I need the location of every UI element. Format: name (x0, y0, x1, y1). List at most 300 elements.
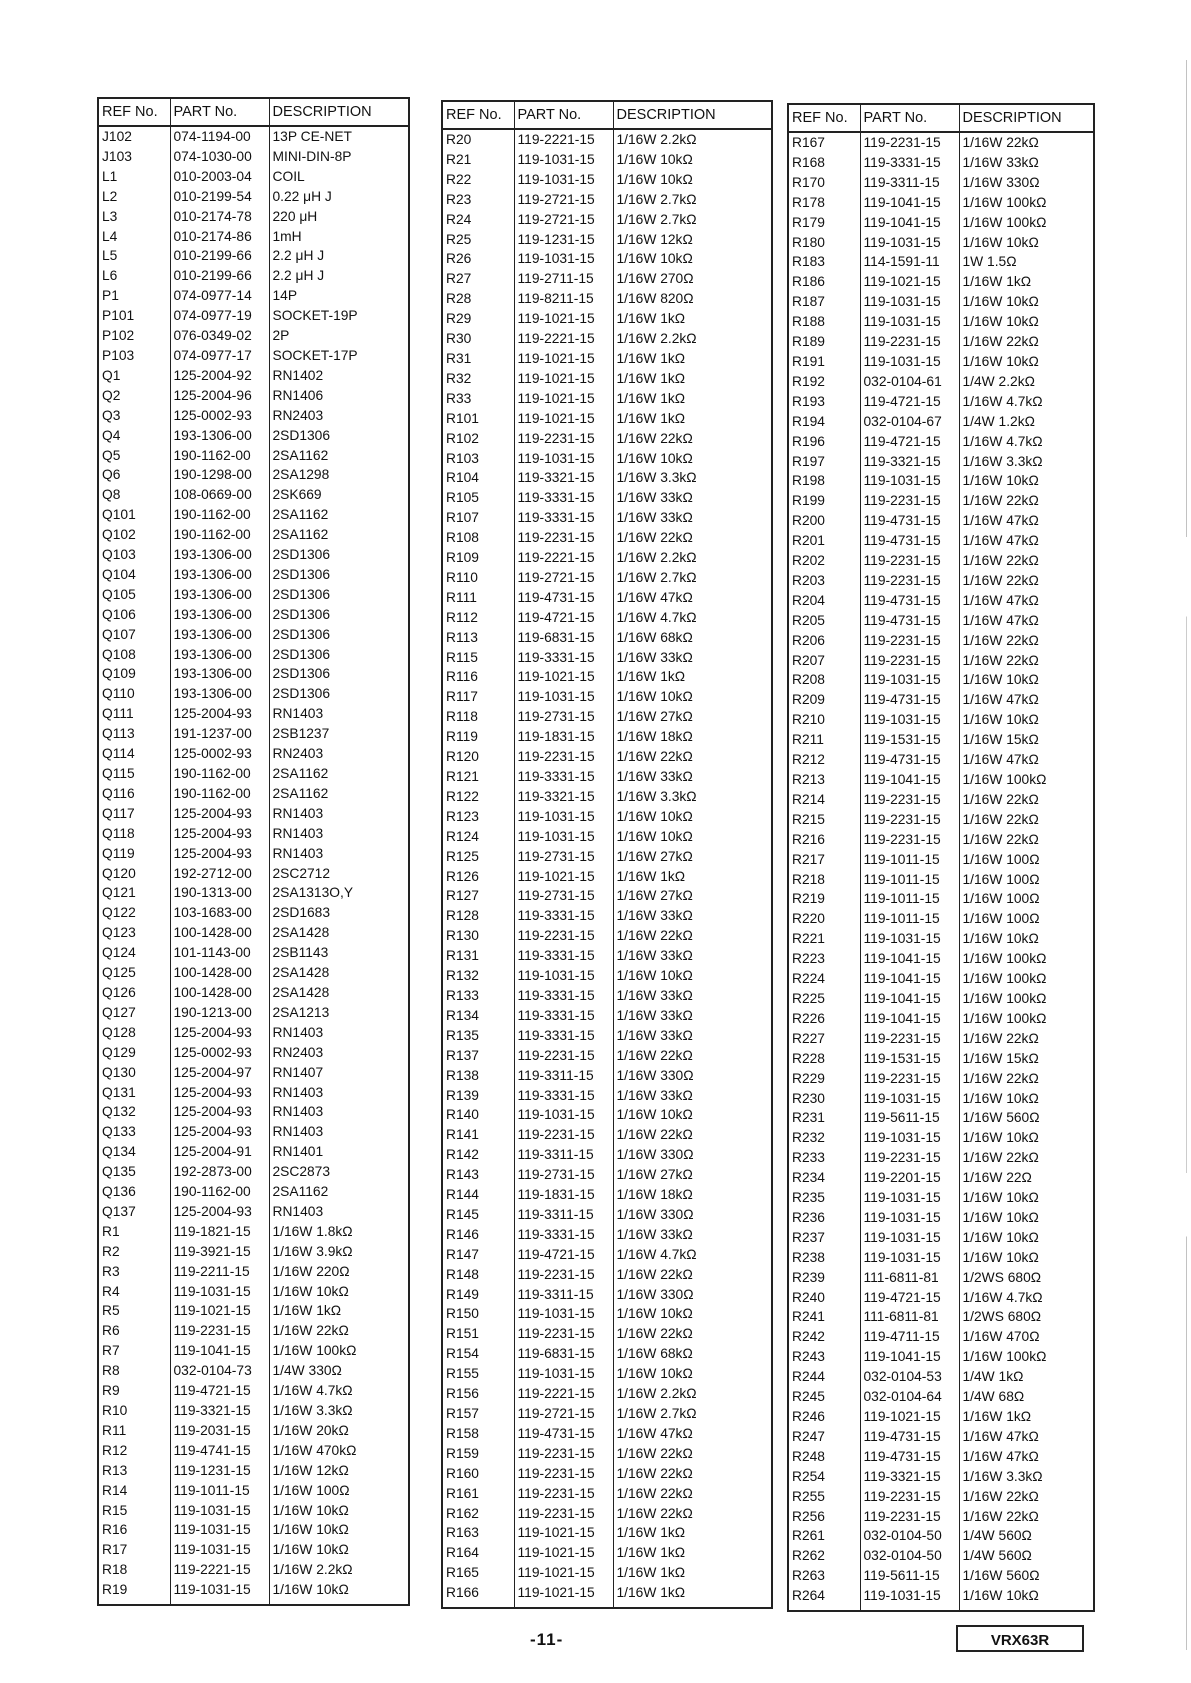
table-row (442, 1384, 772, 1404)
description-cell: 1/16W 27kΩ (616, 888, 693, 904)
ref-no-cell: Q134 (98, 1142, 170, 1162)
part-no-cell: 119-2231-15 (170, 1321, 269, 1341)
table-row (98, 625, 409, 645)
part-no-cell: 119-1531-15 (860, 1049, 959, 1069)
part-no-cell: 119-4731-15 (860, 591, 959, 611)
description-cell: 1/16W 2.7kΩ (616, 1406, 697, 1421)
ref-no-cell: R102 (442, 429, 514, 449)
description-cell: 1/16W 1kΩ (616, 1545, 686, 1561)
table-row (98, 1222, 409, 1242)
part-no-cell: 119-3921-15 (170, 1242, 269, 1262)
part-no-cell: 119-1021-15 (860, 1407, 959, 1427)
description-cell: 1/16W 4.7kΩ (962, 393, 1043, 409)
table-row (788, 1487, 1094, 1507)
part-no-cell: 119-3321-15 (860, 1467, 959, 1487)
ref-no-cell: R246 (788, 1407, 860, 1427)
description-cell: 1/16W 3.3kΩ (272, 1403, 353, 1418)
part-no-cell: 125-0002-93 (170, 1043, 269, 1063)
description-cell: COIL (272, 168, 305, 184)
table-row (788, 690, 1094, 710)
description-cell: 1/16W 2.2kΩ (616, 132, 697, 147)
table-row (442, 1205, 772, 1225)
table-row (98, 1501, 409, 1521)
ref-no-cell: R108 (442, 528, 514, 548)
table-row (788, 929, 1094, 949)
table-row (442, 1364, 772, 1384)
ref-no-cell: R118 (442, 707, 514, 727)
part-no-cell: 190-1162-00 (170, 446, 269, 466)
table-row (788, 252, 1094, 272)
part-no-cell: 119-1031-15 (514, 807, 613, 827)
part-no-cell: 119-1031-15 (860, 670, 959, 690)
ref-no-cell: R262 (788, 1546, 860, 1566)
ref-no-cell: R12 (98, 1441, 170, 1461)
part-no-cell: 119-2231-15 (860, 571, 959, 591)
description-cell: 1/16W 10kΩ (962, 1209, 1039, 1225)
description-cell: 1/16W 10kΩ (616, 968, 693, 984)
table-row (442, 369, 772, 389)
ref-no-cell: R244 (788, 1367, 860, 1387)
ref-no-cell: R220 (788, 909, 860, 929)
ref-no-cell: R1 (98, 1222, 170, 1242)
table-row (442, 1563, 772, 1583)
part-no-cell: 191-1237-00 (170, 724, 269, 744)
description-cell: 1/16W 47kΩ (962, 533, 1039, 549)
description-cell: 1/16W 22kΩ (616, 1127, 693, 1143)
table-row (98, 724, 409, 744)
table-row (442, 946, 772, 966)
ref-no-cell: L1 (98, 167, 170, 187)
description-cell: 1/16W 22kΩ (616, 1445, 693, 1461)
table-row (98, 883, 409, 903)
description-header: DESCRIPTION (613, 101, 772, 129)
part-no-cell: 119-4721-15 (860, 432, 959, 452)
part-no-cell: 193-1306-00 (170, 645, 269, 665)
part-no-cell: 119-3311-15 (514, 1205, 613, 1225)
description-cell: 1/16W 1kΩ (616, 410, 686, 426)
description-cell: 2SD1306 (272, 666, 331, 682)
ref-no-cell: Q119 (98, 844, 170, 864)
description-cell: 2.2 μH J (272, 268, 325, 284)
part-no-cell: 192-2712-00 (170, 864, 269, 884)
part-no-cell: 119-1031-15 (860, 1089, 959, 1109)
description-cell: 1/16W 22kΩ (962, 553, 1039, 569)
table-row (788, 1248, 1094, 1268)
ref-no-cell: Q8 (98, 485, 170, 505)
table-row (788, 750, 1094, 770)
ref-no-cell: Q117 (98, 804, 170, 824)
description-cell: 1/16W 22kΩ (616, 749, 693, 765)
ref-no-cell: R200 (788, 511, 860, 531)
ref-no-cell: R237 (788, 1228, 860, 1248)
table-row (98, 585, 409, 605)
description-cell: RN1403 (272, 1024, 324, 1040)
table-row (442, 787, 772, 807)
ref-no-cell: R140 (442, 1105, 514, 1125)
table-row (442, 767, 772, 787)
description-cell: 2SC2873 (272, 1164, 331, 1180)
ref-no-cell: R201 (788, 531, 860, 551)
part-no-cell: 119-2721-15 (514, 190, 613, 210)
table-row (442, 488, 772, 508)
ref-no-cell: R121 (442, 767, 514, 787)
ref-no-cell: Q113 (98, 724, 170, 744)
part-no-cell: 193-1306-00 (170, 585, 269, 605)
part-no-cell: 119-1031-15 (514, 966, 613, 986)
part-no-cell: 100-1428-00 (170, 963, 269, 983)
ref-no-cell: R162 (442, 1504, 514, 1524)
ref-no-cell: R221 (788, 929, 860, 949)
table-row (442, 528, 772, 548)
ref-no-cell: R164 (442, 1543, 514, 1563)
table-row (788, 292, 1094, 312)
parts-table-2 (441, 100, 773, 1609)
ref-no-cell: R25 (442, 230, 514, 250)
ref-no-cell: R26 (442, 249, 514, 269)
part-no-cell: 119-6831-15 (514, 1344, 613, 1364)
table-row (788, 1447, 1094, 1467)
description-cell: 2SA1162 (272, 1184, 329, 1200)
table-row (788, 631, 1094, 651)
part-no-cell: 119-2211-15 (170, 1262, 269, 1282)
part-no-cell: 119-2231-15 (860, 1029, 959, 1049)
part-no-cell: 032-0104-50 (860, 1546, 959, 1566)
description-cell: 1/16W 330Ω (616, 1147, 694, 1163)
part-no-cell: 193-1306-00 (170, 605, 269, 625)
table-row (98, 167, 409, 187)
ref-no-cell: Q102 (98, 525, 170, 545)
part-no-cell: 125-2004-92 (170, 366, 269, 386)
description-cell: 1/16W 10kΩ (962, 672, 1039, 688)
description-cell: 1/16W 47kΩ (962, 612, 1039, 628)
part-no-cell: 119-1031-15 (514, 249, 613, 269)
description-cell: RN1401 (272, 1144, 324, 1160)
ref-no-cell: R33 (442, 389, 514, 409)
description-cell: 1/16W 22kΩ (962, 493, 1039, 509)
description-cell: 1/16W 47kΩ (962, 513, 1039, 529)
part-no-cell: 119-1031-15 (514, 150, 613, 170)
table-row (442, 906, 772, 926)
part-no-cell: 119-4721-15 (860, 392, 959, 412)
table-row (788, 1586, 1094, 1611)
ref-no-cell: R208 (788, 670, 860, 690)
description-cell: 2SD1306 (272, 606, 331, 622)
description-cell: 2SA1428 (272, 965, 330, 981)
part-no-cell: 119-2731-15 (514, 847, 613, 867)
table-row (98, 1262, 409, 1282)
part-no-cell: 125-2004-93 (170, 804, 269, 824)
ref-no-cell: L2 (98, 187, 170, 207)
ref-no-cell: R241 (788, 1307, 860, 1327)
description-cell: 2SA1313O,Y (272, 885, 354, 901)
table-row (442, 1404, 772, 1424)
description-cell: 1/16W 10kΩ (616, 1306, 693, 1322)
ref-no-header: REF No. (442, 101, 514, 129)
table-row (442, 150, 772, 170)
description-cell: RN1402 (272, 367, 324, 383)
ref-no-cell: R146 (442, 1225, 514, 1245)
description-cell: 1/16W 22kΩ (616, 1266, 693, 1282)
ref-no-cell: R243 (788, 1347, 860, 1367)
part-no-cell: 119-1031-15 (860, 233, 959, 253)
ref-no-cell: Q129 (98, 1043, 170, 1063)
description-cell: 1/16W 22kΩ (962, 652, 1039, 668)
ref-no-cell: R198 (788, 471, 860, 491)
description-cell: 1/16W 22kΩ (962, 334, 1039, 350)
ref-no-cell: Q124 (98, 943, 170, 963)
part-no-cell: 119-4731-15 (860, 611, 959, 631)
ref-no-cell: R207 (788, 651, 860, 671)
ref-no-cell: Q107 (98, 625, 170, 645)
table-row (788, 1069, 1094, 1089)
description-cell: 1/16W 1kΩ (272, 1303, 342, 1319)
ref-no-cell: R256 (788, 1507, 860, 1527)
part-no-cell: 119-2201-15 (860, 1168, 959, 1188)
part-no-cell: 119-1031-15 (860, 292, 959, 312)
ref-no-cell: R30 (442, 329, 514, 349)
ref-no-cell: R229 (788, 1069, 860, 1089)
table-row (442, 1165, 772, 1185)
description-cell: 1/16W 12kΩ (616, 231, 693, 247)
table-row (788, 193, 1094, 213)
part-no-cell: 119-1031-15 (860, 929, 959, 949)
ref-no-cell: R119 (442, 727, 514, 747)
part-no-cell: 103-1683-00 (170, 903, 269, 923)
model-number: VRX63R (956, 1625, 1084, 1652)
table-row (442, 1484, 772, 1504)
description-cell: 1/16W 22kΩ (962, 1070, 1039, 1086)
ref-no-cell: R150 (442, 1304, 514, 1324)
part-no-cell: 119-2221-15 (514, 1384, 613, 1404)
table-row (442, 1523, 772, 1543)
ref-no-header: REF No. (98, 98, 170, 126)
part-no-cell: 119-2231-15 (860, 332, 959, 352)
description-cell: 2SA1298 (272, 467, 330, 483)
ref-no-cell: R233 (788, 1148, 860, 1168)
ref-no-cell: R230 (788, 1089, 860, 1109)
table-row (98, 1481, 409, 1501)
table-row (98, 446, 409, 466)
ref-no-cell: R8 (98, 1361, 170, 1381)
table-row (788, 810, 1094, 830)
description-cell: 2SD1306 (272, 427, 331, 443)
table-row (442, 1006, 772, 1026)
description-cell: 1/16W 10kΩ (962, 1588, 1039, 1604)
ref-no-cell: R247 (788, 1427, 860, 1447)
description-cell: 1/16W 10kΩ (616, 689, 693, 705)
part-no-cell: 119-1021-15 (514, 1583, 613, 1608)
ref-no-cell: R3 (98, 1262, 170, 1282)
part-no-cell: 119-1041-15 (860, 989, 959, 1009)
part-no-cell: 119-2231-15 (514, 1046, 613, 1066)
ref-no-cell: R188 (788, 312, 860, 332)
ref-no-cell: Q121 (98, 883, 170, 903)
description-cell: 2SD1306 (272, 646, 331, 662)
part-no-cell: 119-1021-15 (170, 1301, 269, 1321)
part-no-cell: 119-1031-15 (170, 1540, 269, 1560)
ref-no-cell: R135 (442, 1026, 514, 1046)
table-row (98, 645, 409, 665)
ref-no-cell: R20 (442, 129, 514, 150)
description-cell: 1/16W 10kΩ (962, 473, 1039, 489)
table-row (788, 1546, 1094, 1566)
table-row (788, 352, 1094, 372)
part-no-cell: 119-1041-15 (860, 213, 959, 233)
description-cell: 220 μH (272, 208, 318, 224)
part-no-cell: 119-2231-15 (860, 830, 959, 850)
part-no-cell: 119-1041-15 (860, 770, 959, 790)
table-row (98, 406, 409, 426)
part-no-cell: 119-2221-15 (170, 1560, 269, 1580)
part-no-cell: 119-1831-15 (514, 1185, 613, 1205)
ref-no-cell: R105 (442, 488, 514, 508)
part-no-cell: 111-6811-81 (860, 1307, 959, 1327)
table-row (788, 412, 1094, 432)
ref-no-cell: R166 (442, 1583, 514, 1608)
part-no-cell: 119-3331-15 (514, 986, 613, 1006)
ref-no-cell: Q4 (98, 426, 170, 446)
ref-no-cell: R156 (442, 1384, 514, 1404)
table-row (788, 591, 1094, 611)
part-no-cell: 032-0104-50 (860, 1526, 959, 1546)
table-row (788, 571, 1094, 591)
table-row (788, 1168, 1094, 1188)
description-cell: 2SA1162 (272, 527, 329, 543)
description-cell: 1/16W 560Ω (962, 1568, 1040, 1584)
ref-no-cell: J102 (98, 126, 170, 147)
description-cell: 1/16W 100kΩ (962, 1349, 1047, 1365)
table-row (98, 1102, 409, 1122)
ref-no-header: REF No. (788, 104, 860, 132)
ref-no-cell: R6 (98, 1321, 170, 1341)
part-no-header: PART No. (170, 98, 269, 126)
table-row (788, 850, 1094, 870)
description-cell: 2SD1306 (272, 586, 331, 602)
description-cell: 1/16W 33kΩ (616, 649, 693, 665)
ref-no-cell: R142 (442, 1145, 514, 1165)
description-cell: 1/16W 22kΩ (962, 1150, 1039, 1166)
ref-no-cell: P1 (98, 286, 170, 306)
table-row (442, 129, 772, 150)
description-cell: 1/16W 68kΩ (616, 629, 693, 645)
part-no-cell: 119-1041-15 (860, 969, 959, 989)
ref-no-cell: R263 (788, 1566, 860, 1586)
ref-no-cell: R31 (442, 349, 514, 369)
part-no-cell: 119-1031-15 (860, 1248, 959, 1268)
description-cell: 2SC2712 (272, 865, 331, 881)
ref-no-cell: R13 (98, 1461, 170, 1481)
table-row (442, 210, 772, 230)
description-cell: 1/16W 22kΩ (962, 1508, 1039, 1524)
part-no-cell: 119-1031-15 (514, 687, 613, 707)
table-row (98, 963, 409, 983)
table-row (98, 505, 409, 525)
table-row (98, 286, 409, 306)
part-no-cell: 119-1011-15 (170, 1481, 269, 1501)
part-no-cell: 119-1021-15 (514, 389, 613, 409)
table-row (98, 983, 409, 1003)
table-row (788, 1387, 1094, 1407)
ref-no-cell: R115 (442, 648, 514, 668)
description-cell: RN1403 (272, 1203, 324, 1219)
part-no-cell: 119-3321-15 (514, 468, 613, 488)
ref-no-cell: Q120 (98, 864, 170, 884)
table-row (98, 386, 409, 406)
ref-no-cell: R178 (788, 193, 860, 213)
part-no-cell: 119-1031-15 (860, 1188, 959, 1208)
table-row (442, 747, 772, 767)
description-cell: SOCKET-17P (272, 347, 358, 363)
ref-no-cell: R144 (442, 1185, 514, 1205)
description-cell: 1/16W 10kΩ (272, 1502, 349, 1518)
part-no-cell: 190-1162-00 (170, 525, 269, 545)
ref-no-cell: R2 (98, 1242, 170, 1262)
part-no-cell: 119-8211-15 (514, 289, 613, 309)
part-no-cell: 119-2231-15 (860, 132, 959, 153)
part-no-cell: 119-4731-15 (860, 1427, 959, 1447)
part-no-cell: 125-2004-93 (170, 1122, 269, 1142)
part-no-cell: 193-1306-00 (170, 684, 269, 704)
part-no-cell: 119-2721-15 (514, 210, 613, 230)
part-no-cell: 119-3311-15 (514, 1066, 613, 1086)
ref-no-cell: Q111 (98, 704, 170, 724)
description-cell: 1/16W 10kΩ (962, 1249, 1039, 1265)
description-cell: 1/16W 47kΩ (962, 752, 1039, 768)
part-no-cell: 119-3331-15 (514, 1006, 613, 1026)
part-no-cell: 074-0977-17 (170, 346, 269, 366)
part-no-cell: 119-2231-15 (860, 810, 959, 830)
ref-no-cell: R126 (442, 867, 514, 887)
table-row (98, 485, 409, 505)
description-cell: 1/16W 10kΩ (272, 1522, 349, 1538)
ref-no-cell: R179 (788, 213, 860, 233)
description-cell: 1/16W 100kΩ (962, 1010, 1047, 1026)
ref-no-cell: R217 (788, 850, 860, 870)
table-row (788, 770, 1094, 790)
table-row (98, 943, 409, 963)
description-cell: 2SA1428 (272, 925, 330, 941)
description-cell: 1/16W 100Ω (962, 851, 1040, 867)
table-row (788, 1307, 1094, 1327)
table-row (98, 784, 409, 804)
part-no-cell: 119-1021-15 (514, 349, 613, 369)
part-no-cell: 119-1231-15 (514, 230, 613, 250)
table-row (788, 790, 1094, 810)
description-cell: 1/16W 2.2kΩ (616, 550, 697, 566)
ref-no-cell: Q116 (98, 784, 170, 804)
description-cell: 1/16W 10kΩ (272, 1582, 349, 1598)
description-cell: 1/16W 4.7kΩ (962, 433, 1043, 449)
table-row (442, 727, 772, 747)
table-row (442, 1344, 772, 1364)
table-row (442, 1145, 772, 1165)
part-no-cell: 193-1306-00 (170, 565, 269, 585)
table-row (442, 1245, 772, 1265)
table-row (442, 667, 772, 687)
description-cell: 1/16W 100kΩ (962, 772, 1047, 787)
table-row (442, 349, 772, 369)
ref-no-cell: R238 (788, 1248, 860, 1268)
table-row (788, 491, 1094, 511)
description-cell: 1/16W 10kΩ (616, 808, 693, 824)
part-no-cell: 119-4741-15 (170, 1441, 269, 1461)
ref-no-cell: Q118 (98, 824, 170, 844)
ref-no-cell: R16 (98, 1520, 170, 1540)
description-cell: RN2403 (272, 1044, 324, 1060)
description-cell: 1/16W 100kΩ (962, 990, 1047, 1006)
ref-no-cell: R155 (442, 1364, 514, 1384)
part-no-cell: 119-2721-15 (514, 568, 613, 588)
